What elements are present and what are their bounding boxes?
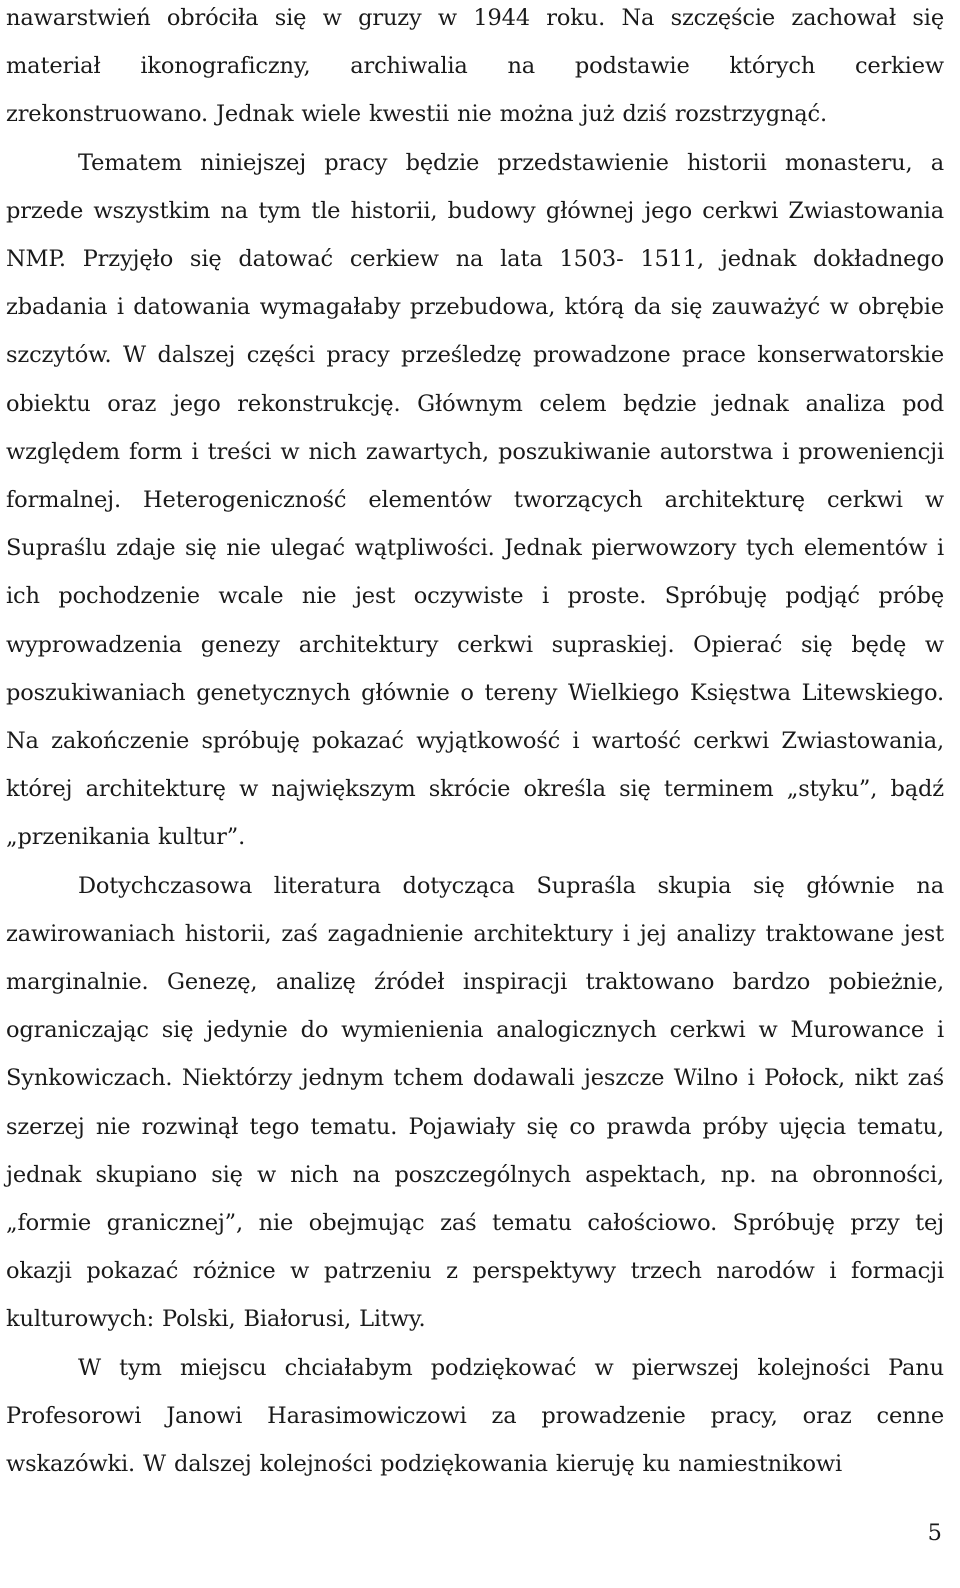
page-number: 5 xyxy=(927,1520,942,1546)
document-page xyxy=(6,0,944,1488)
paragraph-literature: Dotychczasowa literatura dotycząca Supraśla skupia się głównie na zawirowaniach historii, zaś zagadnienie architektury i jej analizy traktowane jest marginalnie. Genezę, analizę źródeł inspiracji traktowano bardzo pobieżnie, ograniczając się jedynie do wymienienia analogicznych cerkwi w Murowance i Synkowiczach. Niektórzy jednym tchem dodawali jeszcze Wilno i Połock, nikt zaś szerzej nie rozwinął tego tematu. Pojawiały się co prawda próby ujęcia tematu, jednak skupiano się w nich na poszczególnych aspektach, np. na obronności, „formie granicznej”, nie obejmując zaś tematu całościowo. Spróbuję przy tej okazji pokazać różnice w patrzeniu z perspektywy trzech narodów i formacji kulturowych: Polski, Białorusi, Litwy. xyxy=(6,872,944,1333)
paragraph-continuation: nawarstwień obróciła się w gruzy w 1944 roku. Na szczęście zachował się materiał ikonograficzny, archiwalia na podstawie których cerkiew zrekonstruowano. Jednak wiele kwestii nie można już dziś rozstrzygnąć. xyxy=(6,5,944,128)
paragraph-acknowledgements: W tym miejscu chciałabym podziękować w pierwszej kolejności Panu Profesorowi Janowi Harasimowiczowi za prowadzenie pracy, oraz cenne wskazówki. W dalszej kolejności podziękowania kieruję ku namiestnikowi xyxy=(6,1354,944,1478)
paragraph-topic: Tematem niniejszej pracy będzie przedstawienie historii monasteru, a przede wszystkim na tym tle historii, budowy głównej jego cerkwi Zwiastowania NMP. Przyjęło się datować cerkiew na lata 1503- 1511, jednak dokładnego zbadania i datowania wymagałaby przebudowa, którą da się zauważyć w obrębie szczytów. W dalszej części pracy prześledzę prowadzone prace konserwatorskie obiektu oraz jego rekonstrukcję. Głównym celem będzie jednak analiza pod względem form i treści w nich zawartych, poszukiwanie autorstwa i proweniencji formalnej. Heterogeniczność elementów tworzących architekturę cerkwi w Supraślu zdaje się nie ulegać wątpliwości. Jednak pierwowzory tych elementów i ich pochodzenie wcale nie jest oczywiste i proste. Spróbuję podjąć próbę wyprowadzenia genezy architektury cerkwi supraskiej. Opierać się będę w poszukiwaniach genetycznych głównie o tereny Wielkiego Księstwa Litewskiego. Na zakończenie spróbuję pokazać wyjątkowość i wartość cerkwi Zwiastowania, której architekturę w największym skrócie określa się terminem „styku”, bądź „przenikania kultur”. xyxy=(6,149,944,851)
